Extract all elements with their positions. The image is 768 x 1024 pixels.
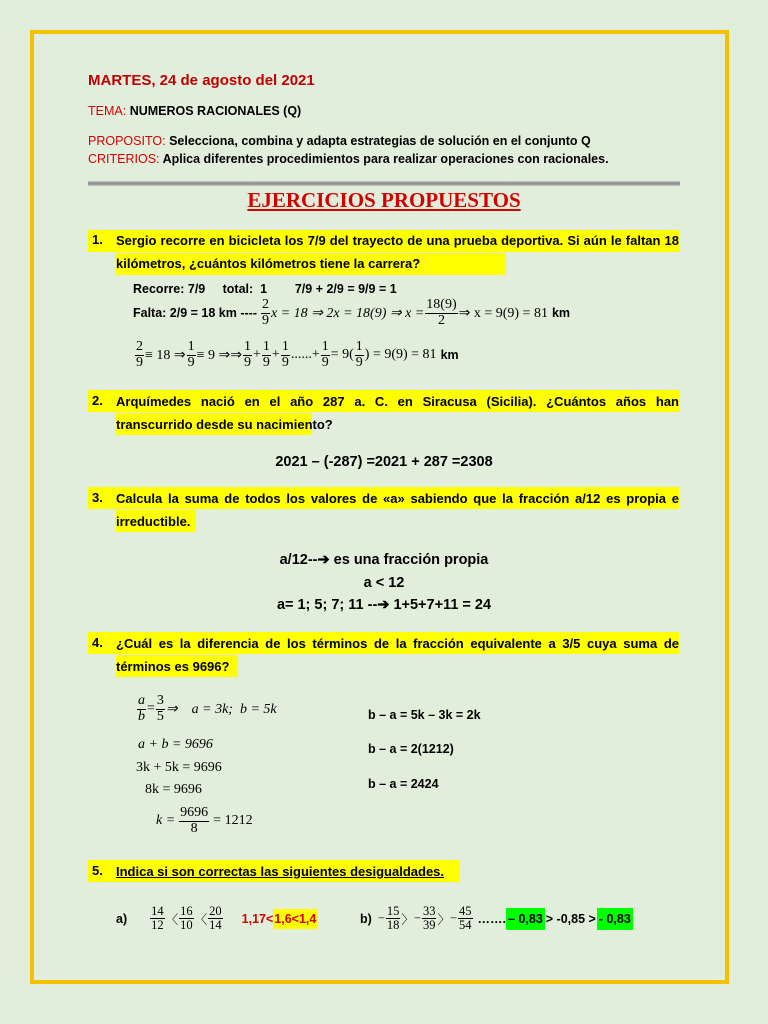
equation-text: = 9(	[330, 347, 354, 363]
tema-line	[88, 104, 301, 118]
fraction: $\frac{2}{9}$	[136, 339, 143, 370]
q4-result-3: b – a = 2424	[368, 777, 439, 791]
question-number: 1.	[92, 232, 103, 247]
q4-eq1	[136, 694, 277, 724]
q1-falta-label: Falta: 2/9 = 18 km ----	[133, 306, 257, 321]
q5-a-result-2: 1,6<1,4	[273, 909, 317, 929]
fraction: $\frac{2}{9}$	[262, 297, 269, 328]
q1-equation	[257, 298, 548, 328]
q5-a-fractions	[149, 905, 224, 932]
criterios-label: CRITERIOS:	[88, 152, 160, 166]
q4-eq3: 3k + 5k = 9696	[136, 760, 222, 775]
q1-line2	[133, 298, 570, 328]
q5-b-value-2: - 0,83	[597, 908, 633, 930]
minus: −	[413, 911, 421, 926]
q4-eq2: a + b = 9696	[138, 737, 213, 752]
equation-text: ≡ 18 ⇒	[145, 347, 186, 363]
equation-text: ......+	[290, 347, 320, 363]
criterios-line	[88, 152, 609, 166]
ellipsis: …….	[477, 911, 507, 926]
unit-km: km	[551, 306, 571, 321]
tema-value: NUMEROS RACIONALES (Q)	[129, 104, 302, 118]
fraction: $\frac{18(9)}{2}$	[426, 297, 457, 328]
plus: +	[253, 347, 261, 363]
fraction: $\frac{1}{9}$	[244, 339, 251, 370]
tema-label: TEMA:	[88, 104, 127, 118]
q3-answer-3: a= 1; 5; 7; 11 --➔ 1+5+7+11 = 24	[276, 597, 492, 613]
fraction: $\frac{14}{12}$	[151, 904, 164, 933]
fraction: $\frac{1}{9}$	[355, 339, 363, 370]
question-3-text: Calcula la suma de todos los valores de «a» sabiendo que la fracción a/12 es propia e irreductible.	[116, 491, 679, 529]
greater-than: 〉	[437, 912, 450, 927]
fraction: $\frac{15}{18}$	[386, 904, 400, 933]
fraction: $\frac{1}{9}$	[321, 339, 329, 370]
question-1-text: Sergio recorre en bicicleta los 7/9 del trayecto de una prueba deportiva. Si aún le faltan 18 kilómetros, ¿cuántos kilómetros tiene la carrera?	[116, 233, 679, 271]
question-5-text: Indica si son correctas las siguientes desigualdades.	[116, 864, 445, 879]
q5-b-fractions	[378, 905, 474, 932]
fraction: $\frac{1}{9}$	[281, 339, 289, 370]
equation-text: ) = 9(9) = 81	[364, 347, 437, 363]
q1-line3	[134, 340, 459, 370]
equals: =	[147, 701, 155, 717]
fraction: $\frac{16}{10}$	[180, 904, 193, 933]
question-number: 4.	[92, 635, 103, 650]
q1-line1: Recorre: 7/9 total: 1 7/9 + 2/9 = 9/9 = 1	[133, 282, 397, 296]
equation-text: k =	[156, 813, 176, 829]
equation-text: ⇒ x = 9(9) = 81	[458, 305, 548, 321]
fraction: $\frac{a}{b}$	[138, 693, 145, 724]
plus: +	[271, 347, 280, 363]
proposito-value: Selecciona, combina y adapta estrategias de solución en el conjunto Q	[169, 134, 591, 148]
equation-text: x = 18 ⇒ 2x = 18(9) ⇒ x =	[271, 305, 425, 321]
q5-b-value-1: – 0,83	[506, 908, 545, 930]
fraction: $\frac{1}{9}$	[262, 339, 270, 370]
proposito-line	[88, 134, 591, 148]
q5-b-middle: > -0,85 >	[545, 911, 596, 926]
question-2-text: Arquímedes nació en el año 287 a. C. en Siracusa (Sicilia). ¿Cuántos años han transcurrido desde su nacimiento?	[116, 394, 679, 432]
equation-text: = 1212	[213, 813, 253, 829]
question-4-text: ¿Cuál es la diferencia de los términos de la fracción equivalente a 3/5 cuya suma de términos es 9696?	[116, 636, 679, 674]
page-title: EJERCICIOS PROPUESTOS	[247, 188, 521, 212]
q1-equation-2	[134, 340, 437, 370]
q5-item-b	[360, 905, 633, 932]
date-heading: MARTES, 24 de agosto del 2021	[88, 72, 315, 89]
fraction: $\frac{33}{39}$	[422, 904, 436, 933]
less-than: 〈	[194, 912, 208, 927]
fraction: $\frac{1}{9}$	[187, 339, 195, 370]
fraction: $\frac{9696}{8}$	[180, 805, 209, 836]
equation-text: ⇒ a = 3k; b = 5k	[165, 701, 277, 717]
question-number: 5.	[92, 863, 103, 878]
fraction: $\frac{3}{5}$	[156, 693, 164, 724]
minus: −	[377, 911, 385, 926]
fraction: $\frac{20}{14}$	[209, 904, 222, 933]
q3-answer-1: a/12--➔ es una fracción propia	[279, 552, 489, 568]
minus: −	[449, 911, 458, 926]
q4-eq4: 8k = 9696	[145, 782, 202, 797]
item-label: b)	[360, 911, 372, 926]
q3-answer-2: a < 12	[363, 575, 405, 591]
greater-than: 〉	[401, 912, 414, 927]
less-than: 〈	[165, 912, 179, 927]
item-label: a)	[116, 911, 128, 926]
criterios-value: Aplica diferentes procedimientos para realizar operaciones con racionales.	[162, 152, 609, 166]
divider	[88, 181, 680, 186]
fraction: $\frac{45}{54}$	[459, 904, 472, 933]
q2-answer: 2021 – (-287) =2021 + 287 =2308	[275, 454, 493, 470]
equation-text: ≡ 9 ⇒⇒	[196, 347, 242, 363]
q5-a-result-1: 1,17<	[241, 911, 274, 926]
question-number: 2.	[92, 393, 103, 408]
q4-result-1: b – a = 5k – 3k = 2k	[368, 708, 481, 722]
unit-km: km	[440, 348, 459, 363]
q4-eq5	[156, 806, 253, 836]
question-number: 3.	[92, 490, 103, 505]
q5-item-a	[116, 905, 317, 932]
proposito-label: PROPOSITO:	[88, 134, 166, 148]
q4-result-2: b – a = 2(1212)	[368, 742, 454, 756]
